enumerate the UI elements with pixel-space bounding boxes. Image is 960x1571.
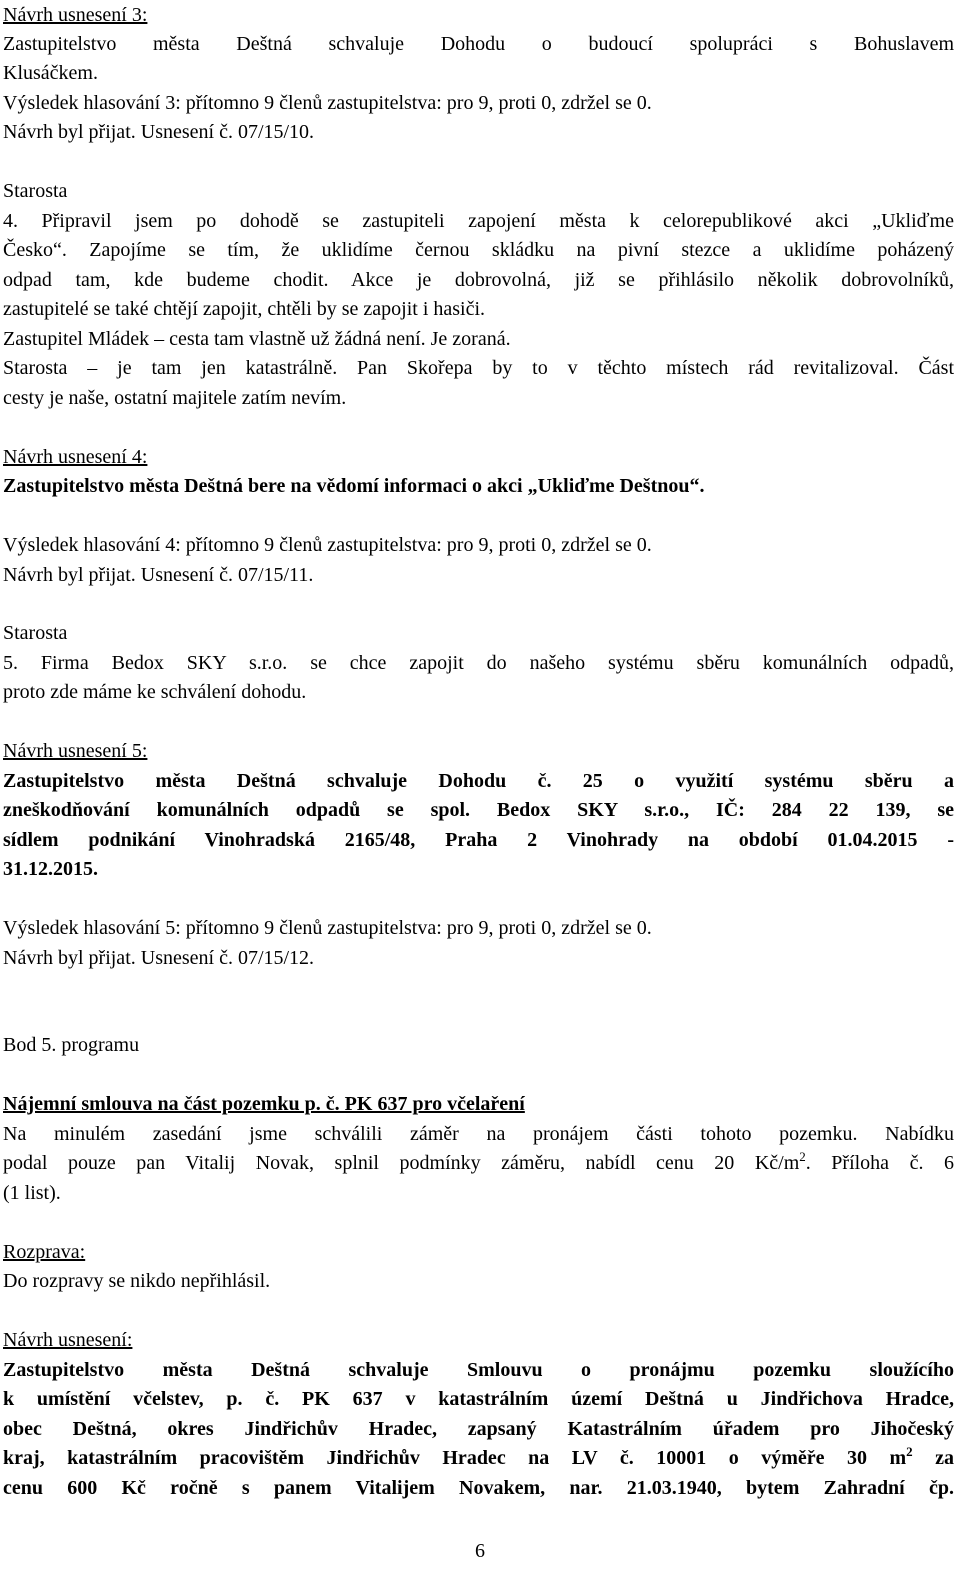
paragraph-line-price <box>3 1149 954 1179</box>
paragraph-line: zastupitelé se také chtějí zapojit, chtěli by se zapojit i hasiči. <box>3 298 486 320</box>
discussion-text: Do rozpravy se nikdo nepřihlásil. <box>3 1270 271 1292</box>
resolution-6-text: k umístění včelstev, p. č. PK 637 v katastrálním území Deštná u Jindřichova Hradce, <box>3 1388 954 1410</box>
text-segment: . Příloha č. 6 <box>805 1152 954 1174</box>
vote-result-5: Výsledek hlasování 5: přítomno 9 členů zastupitelstva: pro 9, proti 0, zdržel se 0. <box>3 917 652 939</box>
speaker-mayor: Starosta <box>3 622 68 644</box>
resolution-4-text: Zastupitelstvo města Deštná bere na vědomí informaci o akci „Ukliďme Deštnou“. <box>3 475 705 497</box>
resolution-heading-5: Návrh usnesení 5: <box>3 740 148 762</box>
resolution-5-text: sídlem podnikání Vinohradská 2165/48, Praha 2 Vinohrady na období 01.04.2015 - <box>3 829 954 851</box>
resolution-6-text: cenu 600 Kč ročně s panem Vitalijem Novakem, nar. 21.03.1940, bytem Zahradní čp. <box>3 1477 954 1499</box>
paragraph-line: Zastupitel Mládek – cesta tam vlastně už žádná není. Je zoraná. <box>3 328 511 350</box>
agenda-item-title: Nájemní smlouva na část pozemku p. č. PK 637 pro včelaření <box>3 1093 525 1115</box>
text-segment: podal pouze pan Vitalij Novak, splnil podmínky záměru, nabídl cenu 20 Kč/m <box>3 1152 800 1174</box>
paragraph-line: proto zde máme ke schválení dohodu. <box>3 681 307 703</box>
paragraph-line: (1 list). <box>3 1182 61 1204</box>
resolution-6-text: Zastupitelstvo města Deštná schvaluje Smlouvu o pronájmu pozemku sloužícího <box>3 1359 954 1381</box>
paragraph-line: 4. Připravil jsem po dohodě se zastupiteli zapojení města k celorepublikové akci „Ukliďme <box>3 210 954 232</box>
resolution-5-number: Návrh byl přijat. Usnesení č. 07/15/12. <box>3 947 315 969</box>
paragraph-line: 5. Firma Bedox SKY s.r.o. se chce zapojit do našeho systému sběru komunálních odpadů, <box>3 652 954 674</box>
paragraph-line: Na minulém zasedání jsme schválili záměr na pronájem části tohoto pozemku. Nabídku <box>3 1123 954 1145</box>
resolution-6-text: obec Deštná, okres Jindřichův Hradec, zapsaný Katastrálním úřadem pro Jihočeský <box>3 1418 954 1440</box>
resolution-4-number: Návrh byl přijat. Usnesení č. 07/15/11. <box>3 564 314 586</box>
resolution-5-text: zneškodňování komunálních odpadů se spol. Bedox SKY s.r.o., IČ: 284 22 139, se <box>3 799 954 821</box>
text-segment: kraj, katastrálním pracovištěm Jindřichův Hradec na LV č. 10001 o výměře 30 m <box>3 1447 907 1469</box>
paragraph-line: cesty je naše, ostatní majitele zatím nevím. <box>3 387 347 409</box>
vote-result-3: Výsledek hlasování 3: přítomno 9 členů zastupitelstva: pro 9, proti 0, zdržel se 0. <box>3 92 652 114</box>
discussion-heading: Rozprava: <box>3 1241 86 1263</box>
resolution-heading-4: Návrh usnesení 4: <box>3 446 148 468</box>
paragraph-line: Starosta – je tam jen katastrálně. Pan Skořepa by to v těchto místech rád revitalizoval. Část <box>3 357 954 379</box>
resolution-5-text: Zastupitelstvo města Deštná schvaluje Dohodu č. 25 o využití systému sběru a <box>3 770 954 792</box>
paragraph-line: Česko“. Zapojíme se tím, že uklidíme černou skládku na pivní stezce a uklidíme poházený <box>3 239 954 261</box>
superscript: 2 <box>799 1149 806 1164</box>
resolution-5-text: 31.12.2015. <box>3 858 98 880</box>
text-segment: za <box>912 1447 954 1469</box>
paragraph-line: odpad tam, kde budeme chodit. Akce je dobrovolná, již se přihlásilo několik dobrovolníků, <box>3 269 954 291</box>
agenda-item-heading: Bod 5. programu <box>3 1034 140 1056</box>
vote-result-4: Výsledek hlasování 4: přítomno 9 členů zastupitelstva: pro 9, proti 0, zdržel se 0. <box>3 534 652 556</box>
resolution-3-text: Zastupitelstvo města Deštná schvaluje Dohodu o budoucí spolupráci s Bohuslavem <box>3 33 954 55</box>
resolution-3-number: Návrh byl přijat. Usnesení č. 07/15/10. <box>3 121 315 143</box>
speaker-mayor: Starosta <box>3 180 68 202</box>
resolution-6-text-area <box>3 1444 954 1474</box>
resolution-heading-3: Návrh usnesení 3: <box>3 4 148 26</box>
page-number: 6 <box>475 1540 485 1562</box>
resolution-heading-6: Návrh usnesení: <box>3 1329 133 1351</box>
resolution-3-text-cont: Klusáčkem. <box>3 62 98 84</box>
superscript: 2 <box>906 1444 913 1459</box>
